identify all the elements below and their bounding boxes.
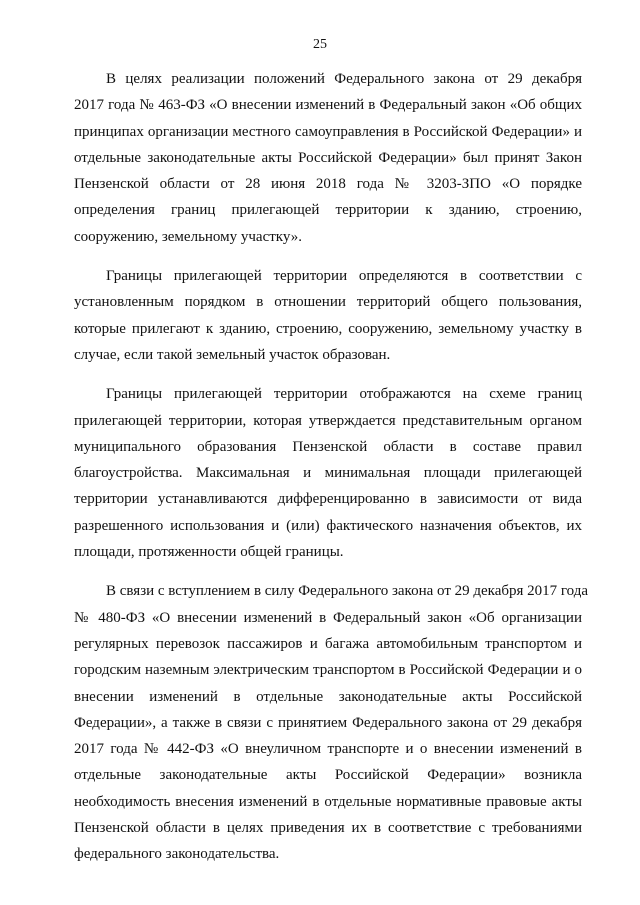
text-line: Федерации», а также в связи с принятием Федерального закона от 29 декабря <box>74 714 582 731</box>
text-line: отдельные законодательные акты Российской Федерации» возникла <box>74 767 582 784</box>
text-line: Границы прилегающей территории определяются в соответствии с <box>106 268 582 285</box>
text-line: территории устанавливаются дифференцированно в зависимости от вида <box>74 491 582 508</box>
paragraph-transport-law <box>74 578 589 867</box>
paragraph-boundary-scheme <box>74 381 582 565</box>
text-line: Границы прилегающей территории отображаются на схеме границ <box>106 386 582 403</box>
text-line: регулярных перевозок пассажиров и багажа автомобильным транспортом и <box>74 635 582 652</box>
text-line: благоустройства. Максимальная и минимальная площади прилегающей <box>74 465 582 482</box>
text-line: случае, если такой земельный участок образован. <box>74 346 391 363</box>
text-line: необходимость внесения изменений в отдельные нормативные правовые акты <box>74 793 582 810</box>
document-body <box>74 66 589 881</box>
text-line: В связи с вступлением в силу Федерального закона от 29 декабря 2017 года <box>106 583 589 600</box>
text-line: Пензенской области от 28 июня 2018 года № 3203-ЗПО «О порядке <box>74 176 582 193</box>
text-line: 2017 года № 442-ФЗ «О внеуличном транспорте и о внесении изменений в <box>74 741 582 758</box>
paragraph-law-463 <box>74 66 582 250</box>
text-line: сооружению, земельному участку». <box>74 228 303 245</box>
text-line: Пензенской области в целях приведения их в соответствие с требованиями <box>74 820 582 837</box>
text-line: определения границ прилегающей территории к зданию, строению, <box>74 202 582 219</box>
text-line: 2017 года № 463-ФЗ «О внесении изменений в Федеральный закон «Об общих <box>74 97 582 114</box>
paragraph-territory-boundaries <box>74 263 582 368</box>
text-line: разрешенного использования и (или) фактического назначения объектов, их <box>74 517 582 534</box>
text-line: муниципального образования Пензенской области в составе правил <box>74 438 582 455</box>
text-line: принципах организации местного самоуправления в Российской Федерации» и <box>74 123 582 140</box>
text-line: прилегающей территории, которая утверждается представительным органом <box>74 412 582 429</box>
text-line: № 480-ФЗ «О внесении изменений в Федеральный закон «Об организации <box>74 609 582 626</box>
text-line: отдельные законодательные акты Российской Федерации» был принят Закон <box>74 149 582 166</box>
text-line: установленным порядком в отношении территорий общего пользования, <box>74 294 582 311</box>
text-line: внесении изменений в отдельные законодательные акты Российской <box>74 688 582 705</box>
page-number: 25 <box>313 37 327 52</box>
text-line: федерального законодательства. <box>74 846 280 863</box>
text-line: площади, протяженности общей границы. <box>74 544 344 561</box>
text-line: В целях реализации положений Федерального закона от 29 декабря <box>106 71 582 87</box>
text-line: городским наземным электрическим транспортом в Российской Федерации и о <box>74 662 582 679</box>
text-line: которые прилегают к зданию, строению, сооружению, земельному участку в <box>74 320 582 337</box>
